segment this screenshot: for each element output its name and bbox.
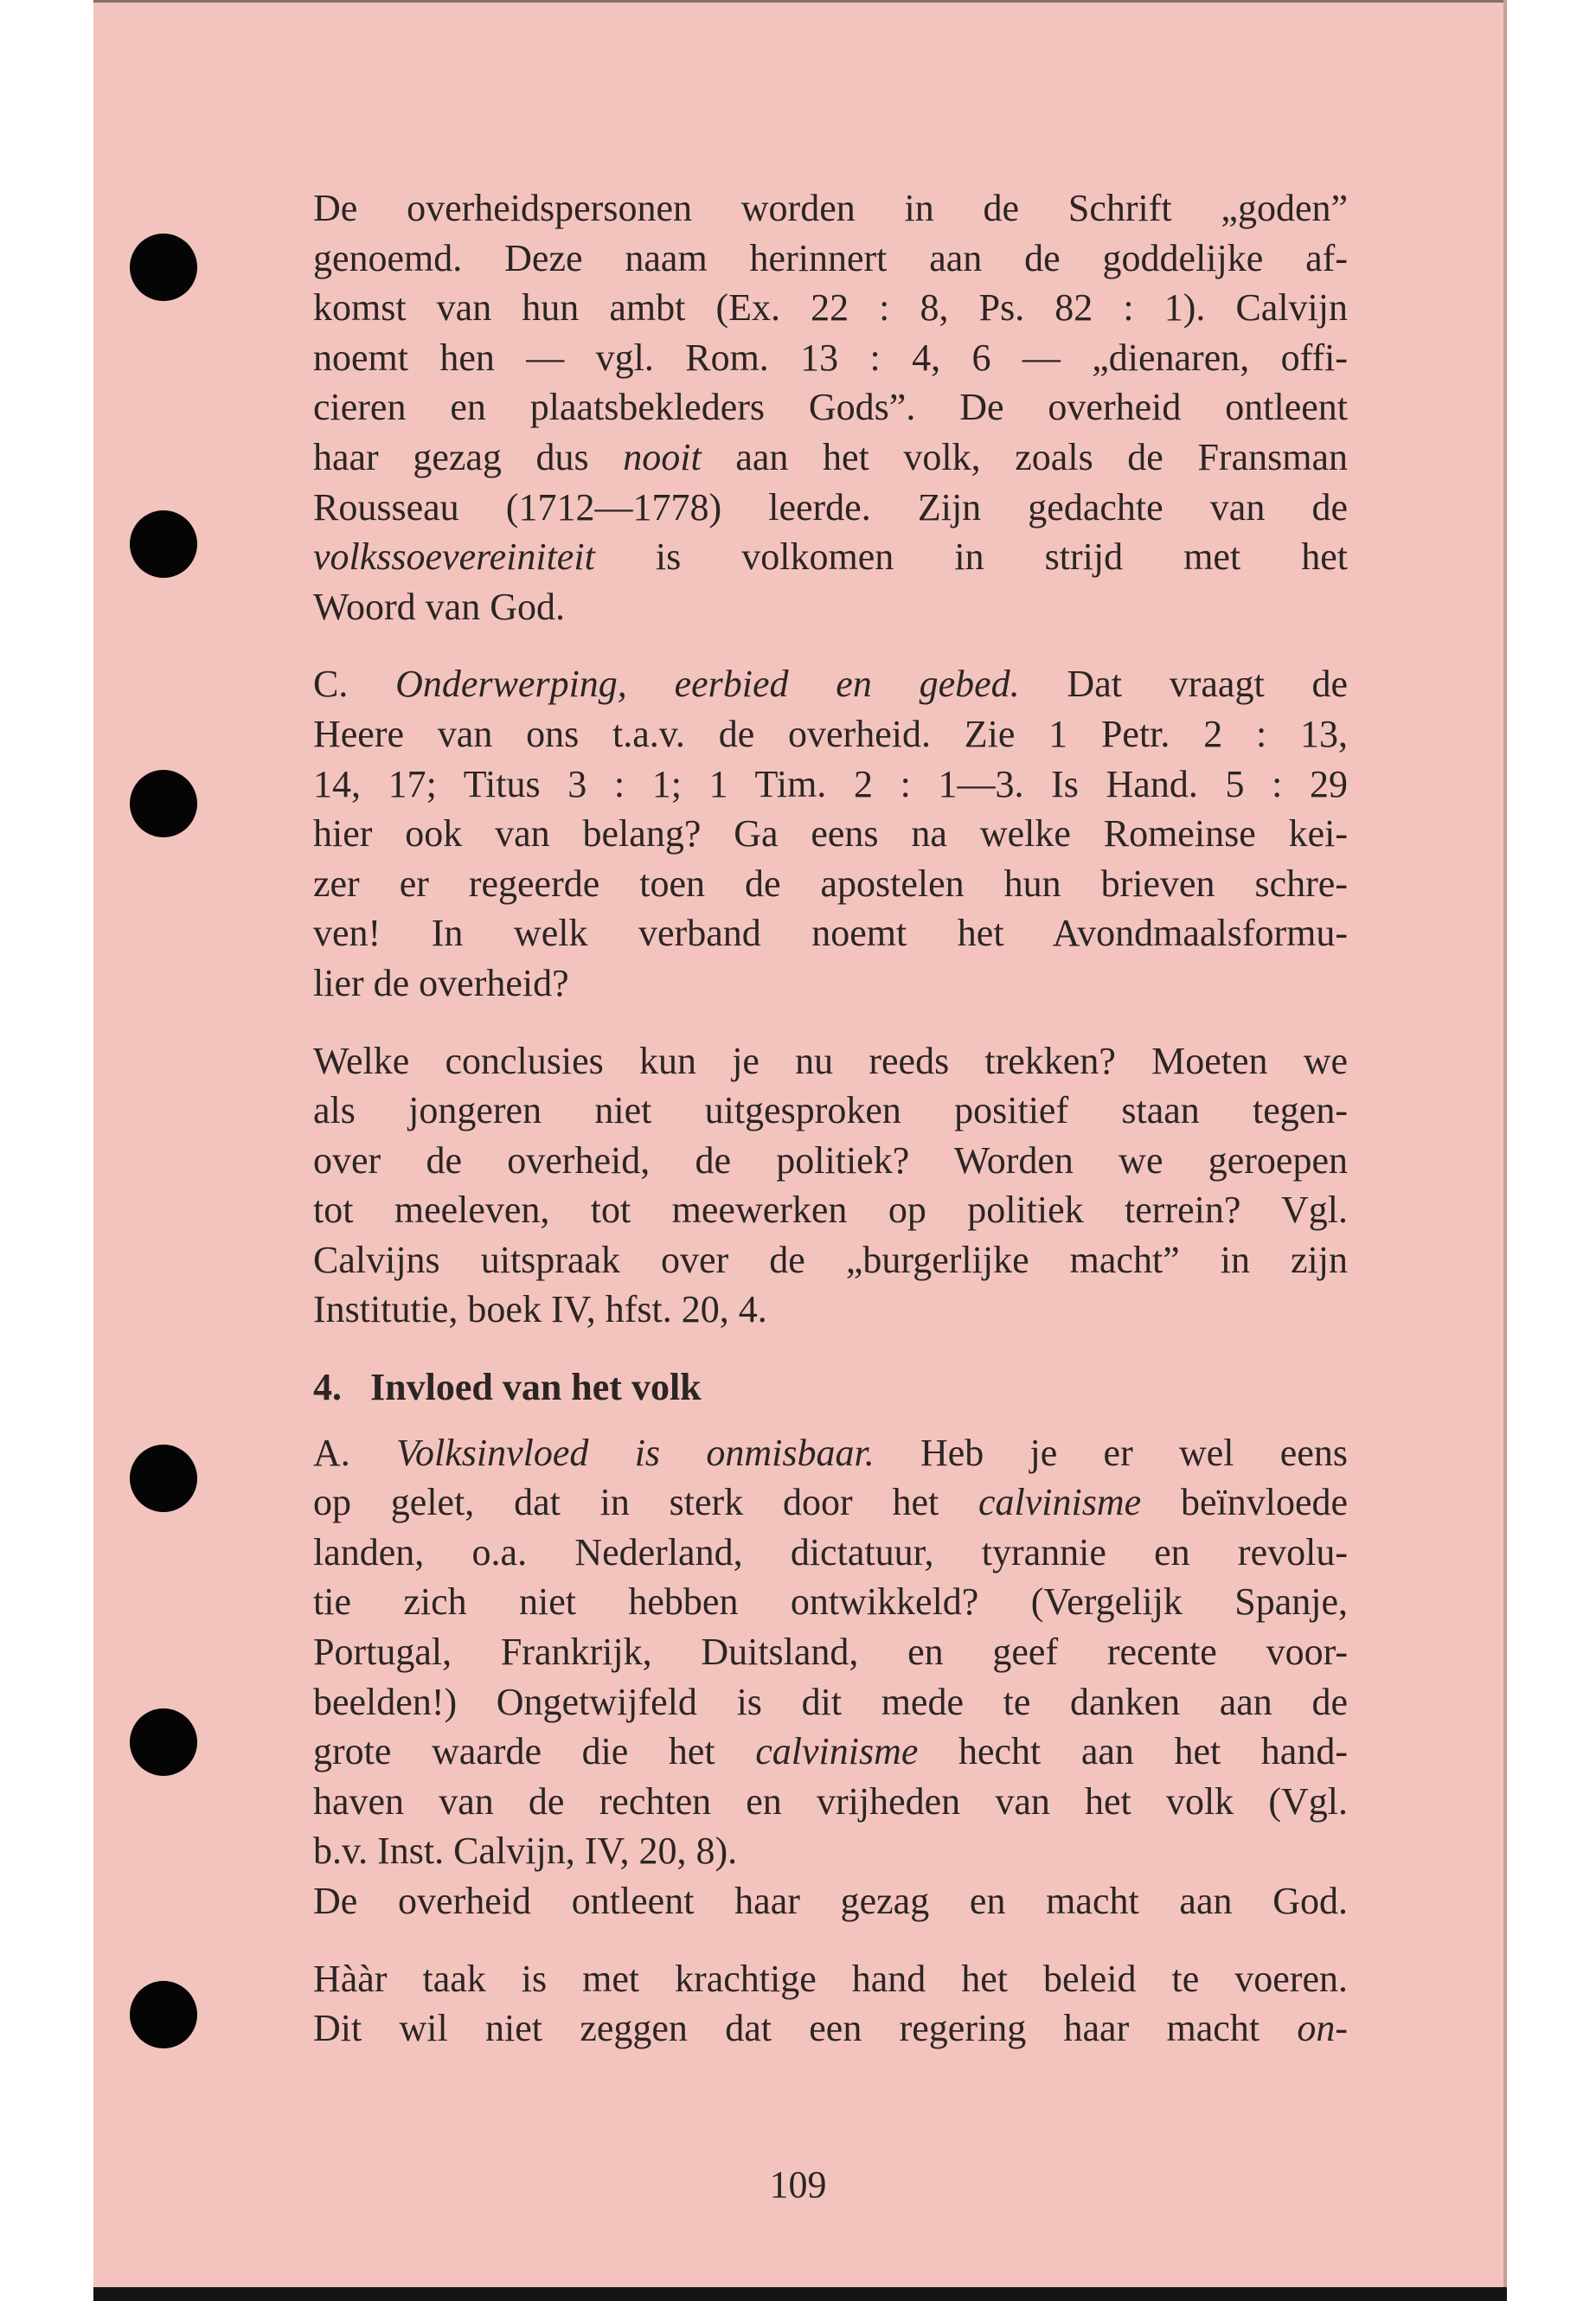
section-title: Invloed van het volk [370, 1366, 702, 1409]
paragraph-c-onderwerping [313, 659, 1348, 1008]
punch-hole-2 [130, 510, 197, 578]
page-top-edge [93, 0, 1503, 3]
text-line: De overheidspersonen worden in de Schrift „goden” [313, 187, 1348, 229]
paragraph-a-volksinvloed [313, 1428, 1348, 1926]
text-line: landen, o.a. Nederland, dictatuur, tyrannie en revolu- [313, 1530, 1348, 1574]
punch-hole-3 [130, 770, 197, 837]
text-line: volkssoevereiniteit is volkomen in strijd met het [313, 535, 1348, 579]
section-heading [313, 1362, 1348, 1413]
text-line: beelden!) Ongetwijfeld is dit mede te danken aan de [313, 1680, 1348, 1723]
section-number: 4. [313, 1366, 342, 1409]
text-line: Dit wil niet zeggen dat een regering haar macht on- [313, 2007, 1348, 2050]
text-line: haar gezag dus nooit aan het volk, zoals de Fransman [313, 435, 1348, 478]
text-line: C. Onderwerping, eerbied en gebed. Dat vraagt de [313, 663, 1348, 706]
text-line: haven van de rechten en vrijheden van het volk (Vgl. [313, 1779, 1348, 1823]
text-line: tie zich niet hebben ontwikkeld? (Vergelijk Spanje, [313, 1580, 1348, 1624]
paragraph-overheidspersonen [313, 183, 1348, 631]
text-line: Hààr taak is met krachtige hand het beleid te voeren. [313, 1957, 1348, 2000]
text-line: genoemd. Deze naam herinnert aan de goddelijke af- [313, 236, 1348, 279]
text-line: grote waarde die het calvinisme hecht aan het hand- [313, 1730, 1348, 1773]
text-line: Welke conclusies kun je nu reeds trekken? Moeten we [313, 1039, 1348, 1082]
punch-hole-4 [130, 1445, 197, 1512]
page-right-edge [1503, 0, 1507, 2301]
page-bottom-edge [93, 2287, 1507, 2301]
page-number: 109 [769, 2163, 827, 2206]
text-line: b.v. Inst. Calvijn, IV, 20, 8). [313, 1830, 738, 1873]
text-line: 14, 17; Titus 3 : 1; 1 Tim. 2 : 1—3. Is Hand. 5 : 29 [313, 762, 1348, 805]
text-line: Calvijns uitspraak over de „burgerlijke macht” in zijn [313, 1238, 1348, 1281]
paragraph-haar-taak [313, 1954, 1348, 2054]
text-line: A. Volksinvloed is onmisbaar. Heb je er wel eens [313, 1431, 1348, 1474]
paragraph-conclusies [313, 1036, 1348, 1336]
text-line: lier de overheid? [313, 961, 569, 1004]
body-text [313, 183, 1348, 2054]
punch-hole-1 [130, 234, 197, 301]
text-line: De overheid ontleent haar gezag en macht aan God. [313, 1880, 1348, 1922]
text-line: Portugal, Frankrijk, Duitsland, en geef recente voor- [313, 1631, 1348, 1674]
punch-hole-6 [130, 1981, 197, 2048]
text-line: hier ook van belang? Ga eens na welke Romeinse kei- [313, 812, 1348, 856]
text-line: ven! In welk verband noemt het Avondmaalsformu- [313, 912, 1348, 955]
scan-margin-left [0, 0, 93, 2301]
text-line: tot meeleven, tot meewerken op politiek terrein? Vgl. [313, 1189, 1348, 1232]
text-line: Woord van God. [313, 585, 565, 628]
text-line: zer er regeerde toen de apostelen hun brieven schre- [313, 862, 1348, 905]
text-line: komst van hun ambt (Ex. 22 : 8, Ps. 82 : 1). Calvijn [313, 286, 1348, 330]
text-line: op gelet, dat in sterk door het calvinisme beïnvloede [313, 1481, 1349, 1524]
text-line: Rousseau (1712—1778) leerde. Zijn gedachte van de [313, 485, 1348, 529]
text-line: over de overheid, de politiek? Worden we geroepen [313, 1138, 1348, 1182]
text-line: Heere van ons t.a.v. de overheid. Zie 1 Petr. 2 : 13, [313, 712, 1348, 755]
text-line: als jongeren niet uitgesproken positief staan tegen- [313, 1089, 1348, 1132]
punch-hole-5 [130, 1708, 197, 1776]
text-line: noemt hen — vgl. Rom. 13 : 4, 6 — „dienaren, offi- [313, 336, 1348, 379]
text-line: Institutie, boek IV, hfst. 20, 4. [313, 1288, 767, 1331]
text-line: cieren en plaatsbekleders Gods”. De overheid ontleent [313, 386, 1348, 429]
